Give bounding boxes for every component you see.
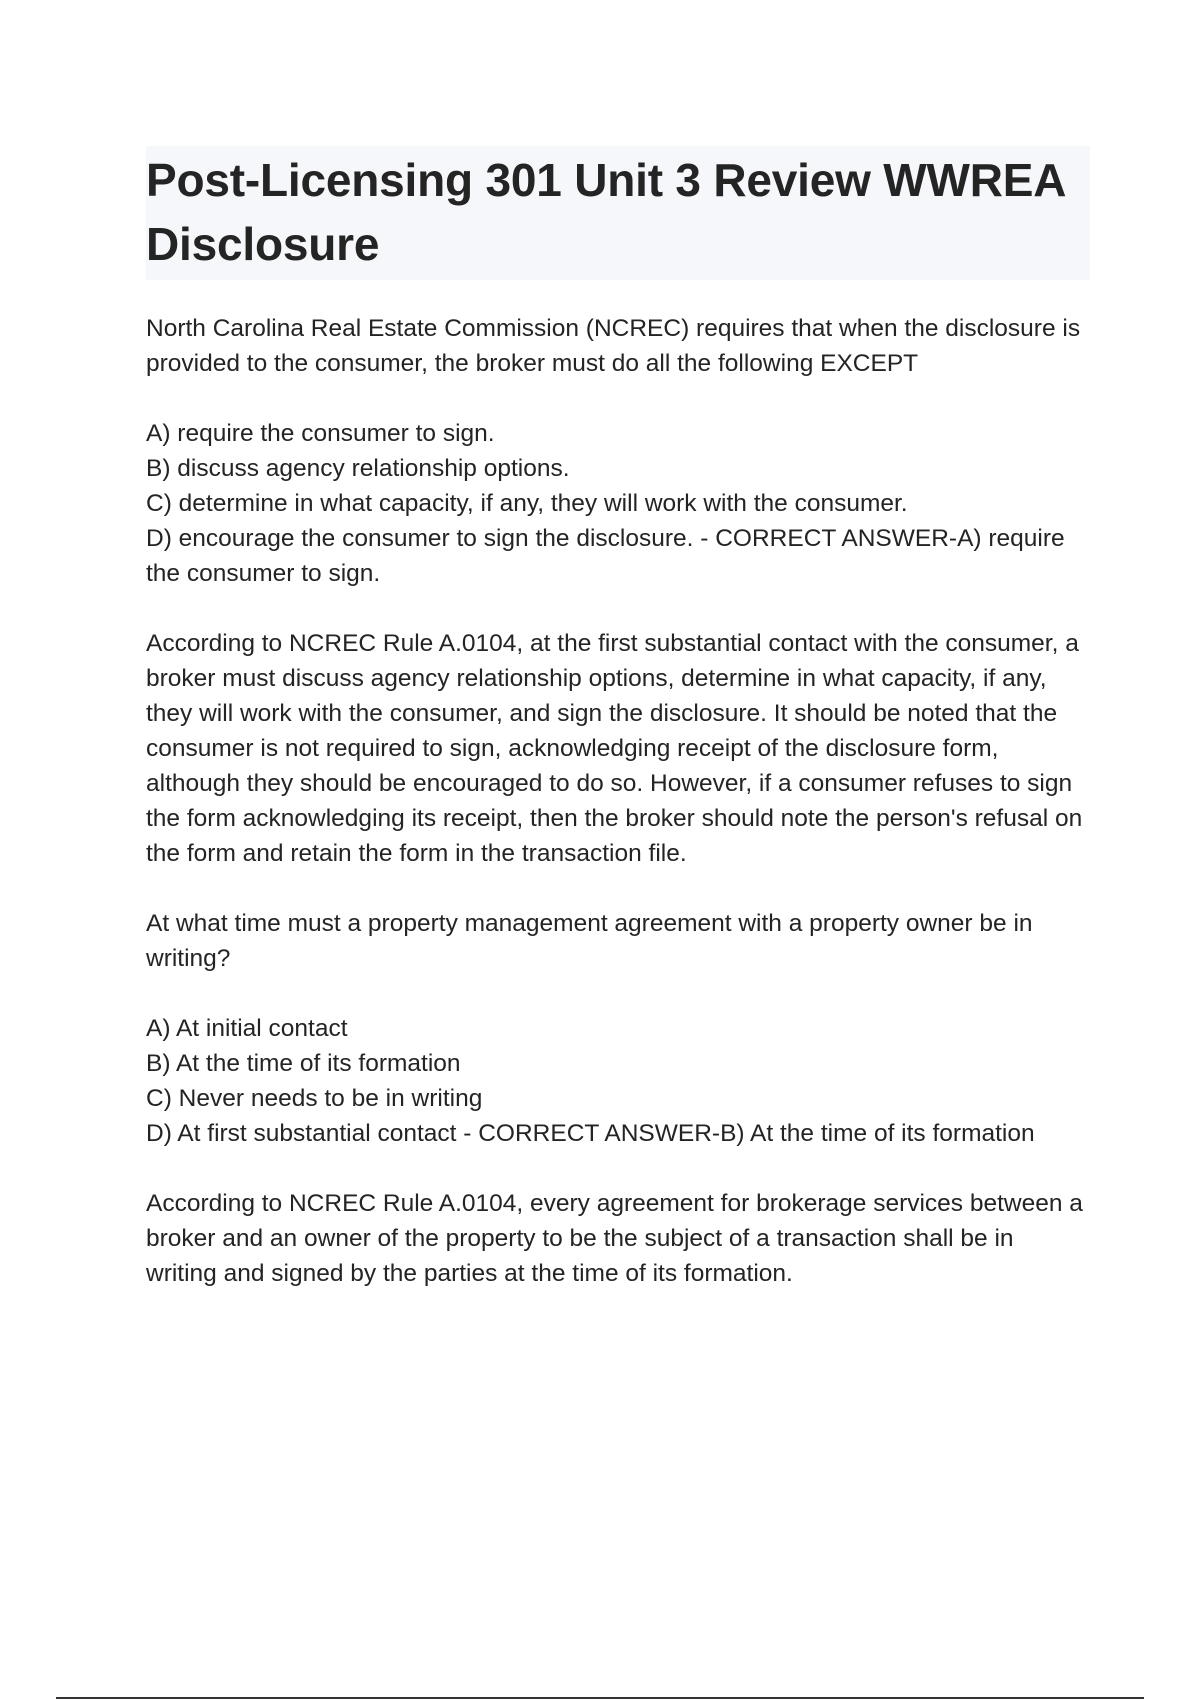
question-1-option-d-answer: D) encourage the consumer to sign the disclosure. - CORRECT ANSWER-A) require the consumer to sign. xyxy=(146,525,1065,587)
document-body xyxy=(146,311,1090,1291)
question-2-options xyxy=(146,1011,1090,1151)
spacer xyxy=(146,591,1090,626)
title-block xyxy=(146,146,1090,280)
question-2-option-d-answer: D) At first substantial contact - CORRECT ANSWER-B) At the time of its formation xyxy=(146,1120,1035,1147)
footer-divider xyxy=(56,1697,1144,1699)
question-2-option-b: B) At the time of its formation xyxy=(146,1050,461,1077)
spacer xyxy=(146,976,1090,1011)
page-title: Post-Licensing 301 Unit 3 Review WWREA Disclosure xyxy=(146,154,1065,270)
spacer xyxy=(146,871,1090,906)
spacer xyxy=(146,381,1090,416)
question-1-option-b: B) discuss agency relationship options. xyxy=(146,455,570,482)
question-1-options xyxy=(146,416,1090,591)
question-2-explanation: According to NCREC Rule A.0104, every agreement for brokerage services between a broker and an owner of the property to be the subject of a transaction shall be in writing and signed by the parties at the time of its formation. xyxy=(146,1190,1083,1287)
question-1-text: North Carolina Real Estate Commission (NCREC) requires that when the disclosure is provided to the consumer, the broker must do all the following EXCEPT xyxy=(146,315,1081,377)
question-1-option-c: C) determine in what capacity, if any, they will work with the consumer. xyxy=(146,490,908,517)
question-2-text: At what time must a property management agreement with a property owner be in writing? xyxy=(146,910,1033,972)
spacer xyxy=(146,1151,1090,1186)
question-2-option-a: A) At initial contact xyxy=(146,1015,348,1042)
question-1-explanation: According to NCREC Rule A.0104, at the first substantial contact with the consumer, a broker must discuss agency relationship options, determine in what capacity, if any, they will work with the consumer, and sign the disclosure. It should be noted that the consumer is not required to sign, acknowledging receipt of the disclosure form, although they should be encouraged to do so. However, if a consumer refuses to sign the form acknowledging its receipt, then the broker should note the person's refusal on the form and retain the form in the transaction file. xyxy=(146,630,1083,867)
question-1-option-a: A) require the consumer to sign. xyxy=(146,420,495,447)
question-2-option-c: C) Never needs to be in writing xyxy=(146,1085,483,1112)
